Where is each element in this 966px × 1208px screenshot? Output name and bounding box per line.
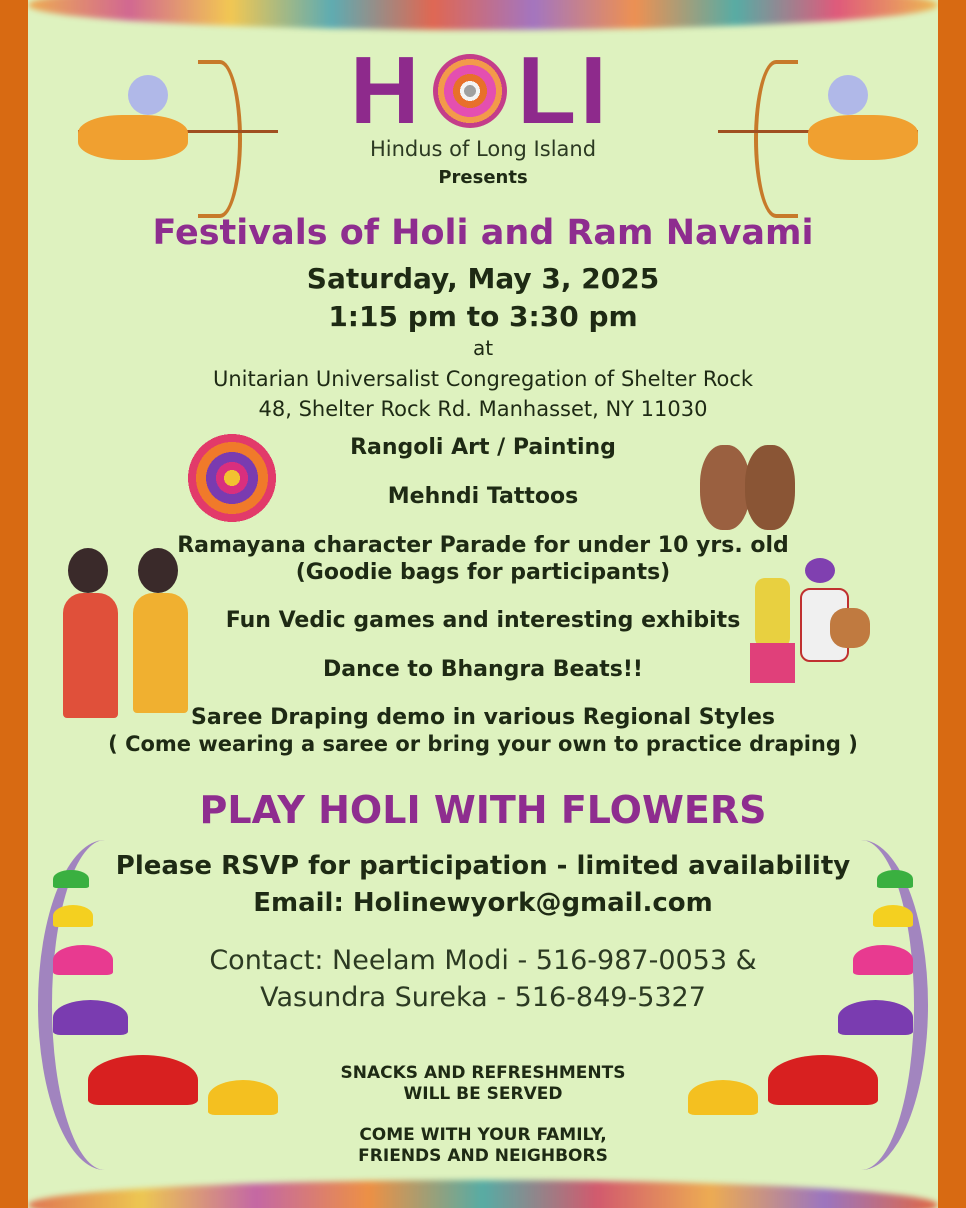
activity-mehndi: Mehndi Tattoos: [387, 484, 579, 509]
at-text: at: [472, 336, 494, 360]
event-title: Festivals of Holi and Ram Navami: [152, 213, 814, 253]
logo-letters-li: LI: [517, 37, 611, 144]
venue-name: Unitarian Universalist Congregation of Shelter Rock: [212, 367, 754, 391]
contact-line-1: Contact: Neelam Modi - 516-987-0053 &: [209, 945, 757, 976]
snacks-line-2: WILL BE SERVED: [403, 1084, 563, 1104]
contact-line-2: Vasundra Sureka - 516-849-5327: [260, 982, 706, 1013]
invite-line-1: COME WITH YOUR FAMILY,: [359, 1125, 607, 1145]
presents-text: Presents: [438, 167, 528, 188]
logo-letter-h: H: [350, 37, 424, 144]
activity-parade: Ramayana character Parade for under 10 yrs. old: [177, 533, 789, 558]
activity-rangoli: Rangoli Art / Painting: [350, 435, 616, 460]
activity-bhangra: Dance to Bhangra Beats!!: [323, 657, 643, 682]
mandala-icon: [433, 54, 507, 128]
invite-line-2: FRIENDS AND NEIGHBORS: [358, 1146, 608, 1166]
activity-saree-draping: Saree Draping demo in various Regional Styles: [191, 705, 775, 730]
rsvp-text: Please RSVP for participation - limited availability: [115, 851, 851, 881]
activity-saree-note: ( Come wearing a saree or bring your own to practice draping ): [108, 732, 858, 756]
email-text: Email: Holinewyork@gmail.com: [253, 888, 713, 918]
activity-vedic-games: Fun Vedic games and interesting exhibits: [225, 608, 741, 633]
event-time: 1:15 pm to 3:30 pm: [328, 300, 638, 333]
flyer: [28, 0, 938, 1208]
venue-address: 48, Shelter Rock Rd. Manhasset, NY 11030: [258, 397, 708, 421]
activity-parade-note: (Goodie bags for participants): [295, 560, 671, 585]
event-date: Saturday, May 3, 2025: [306, 262, 660, 295]
snacks-line-1: SNACKS AND REFRESHMENTS: [340, 1063, 626, 1083]
headline: PLAY HOLI WITH FLOWERS: [199, 788, 767, 832]
holi-logo: [350, 37, 611, 144]
organization-name: Hindus of Long Island: [369, 137, 597, 161]
color-splash-top: [28, 0, 938, 30]
